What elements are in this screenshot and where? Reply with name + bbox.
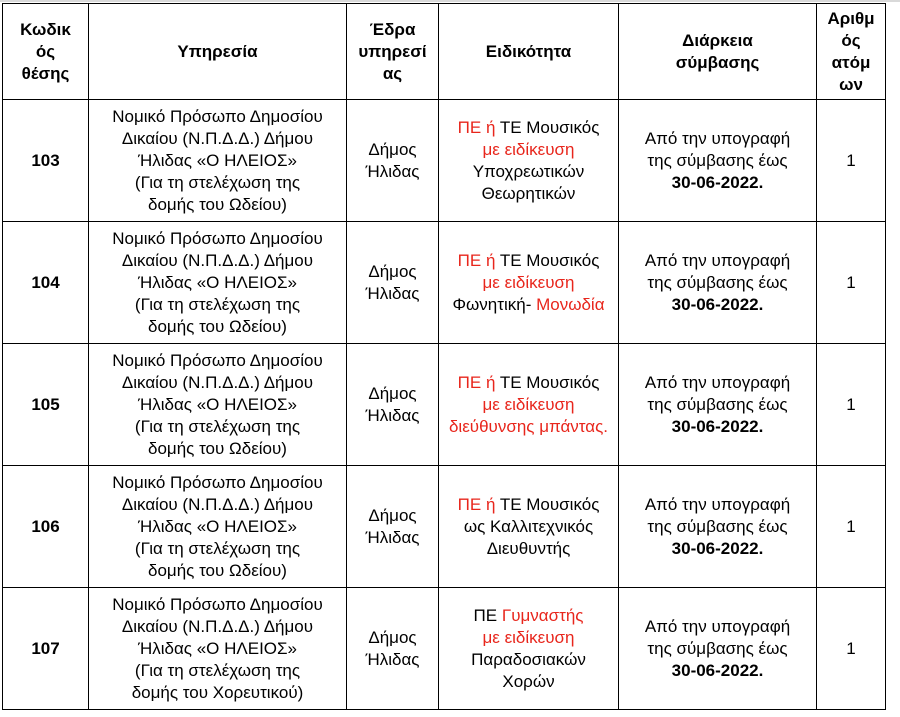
specialty-cell: ΠΕ Γυμναστής με ειδίκευση Παραδοσιακών Χορών <box>439 588 619 710</box>
duration-cell: Από την υπογραφή της σύμβασης έως 30-06-2022. <box>619 344 817 466</box>
position-code: 106 <box>3 466 89 588</box>
persons-cell: 1 <box>817 222 886 344</box>
service-cell: Νομικό Πρόσωπο Δημοσίου Δικαίου (Ν.Π.Δ.Δ.) Δήμου Ήλιδας «Ο ΗΛΕΙΟΣ» (Για τη στελέχωση της δομής του Ωδείου) <box>89 344 347 466</box>
seat-cell: Δήμος Ήλιδας <box>347 588 439 710</box>
header-code: Κωδικ ός θέσης <box>3 4 89 100</box>
top-divider <box>0 0 900 2</box>
seat-cell: Δήμος Ήλιδας <box>347 344 439 466</box>
table-row <box>3 588 886 710</box>
table-row <box>3 100 886 222</box>
specialty-cell: ΠΕ ή ΤΕ Μουσικός ως Καλλιτεχνικός Διευθυντής <box>439 466 619 588</box>
service-cell: Νομικό Πρόσωπο Δημοσίου Δικαίου (Ν.Π.Δ.Δ.) Δήμου Ήλιδας «Ο ΗΛΕΙΟΣ» (Για τη στελέχωση της δομής του Χορευτικού) <box>89 588 347 710</box>
positions-table <box>2 3 886 710</box>
table-header-row <box>3 4 886 100</box>
position-code: 107 <box>3 588 89 710</box>
duration-cell: Από την υπογραφή της σύμβασης έως 30-06-2022. <box>619 100 817 222</box>
duration-cell: Από την υπογραφή της σύμβασης έως 30-06-2022. <box>619 222 817 344</box>
persons-cell: 1 <box>817 100 886 222</box>
service-cell: Νομικό Πρόσωπο Δημοσίου Δικαίου (Ν.Π.Δ.Δ.) Δήμου Ήλιδας «Ο ΗΛΕΙΟΣ» (Για τη στελέχωση της δομής του Ωδείου) <box>89 100 347 222</box>
header-duration: Διάρκεια σύμβασης <box>619 4 817 100</box>
position-code: 103 <box>3 100 89 222</box>
persons-cell: 1 <box>817 588 886 710</box>
specialty-cell: ΠΕ ή ΤΕ Μουσικός με ειδίκευση διεύθυνσης μπάντας. <box>439 344 619 466</box>
table-row <box>3 344 886 466</box>
header-persons: Αριθμ ός ατόμ ων <box>817 4 886 100</box>
position-code: 105 <box>3 344 89 466</box>
specialty-cell: ΠΕ ή ΤΕ Μουσικός με ειδίκευση Υποχρεωτικών Θεωρητικών <box>439 100 619 222</box>
header-service: Υπηρεσία <box>89 4 347 100</box>
persons-cell: 1 <box>817 466 886 588</box>
table-row <box>3 466 886 588</box>
header-specialty: Ειδικότητα <box>439 4 619 100</box>
service-cell: Νομικό Πρόσωπο Δημοσίου Δικαίου (Ν.Π.Δ.Δ.) Δήμου Ήλιδας «Ο ΗΛΕΙΟΣ» (Για τη στελέχωση της δομής του Ωδείου) <box>89 466 347 588</box>
table-row <box>3 222 886 344</box>
specialty-cell: ΠΕ ή ΤΕ Μουσικός με ειδίκευση Φωνητική- Μονωδία <box>439 222 619 344</box>
seat-cell: Δήμος Ήλιδας <box>347 466 439 588</box>
duration-cell: Από την υπογραφή της σύμβασης έως 30-06-2022. <box>619 466 817 588</box>
header-seat: Έδρα υπηρεσί ας <box>347 4 439 100</box>
seat-cell: Δήμος Ήλιδας <box>347 100 439 222</box>
persons-cell: 1 <box>817 344 886 466</box>
service-cell: Νομικό Πρόσωπο Δημοσίου Δικαίου (Ν.Π.Δ.Δ.) Δήμου Ήλιδας «Ο ΗΛΕΙΟΣ» (Για τη στελέχωση της δομής του Ωδείου) <box>89 222 347 344</box>
duration-cell: Από την υπογραφή της σύμβασης έως 30-06-2022. <box>619 588 817 710</box>
seat-cell: Δήμος Ήλιδας <box>347 222 439 344</box>
position-code: 104 <box>3 222 89 344</box>
